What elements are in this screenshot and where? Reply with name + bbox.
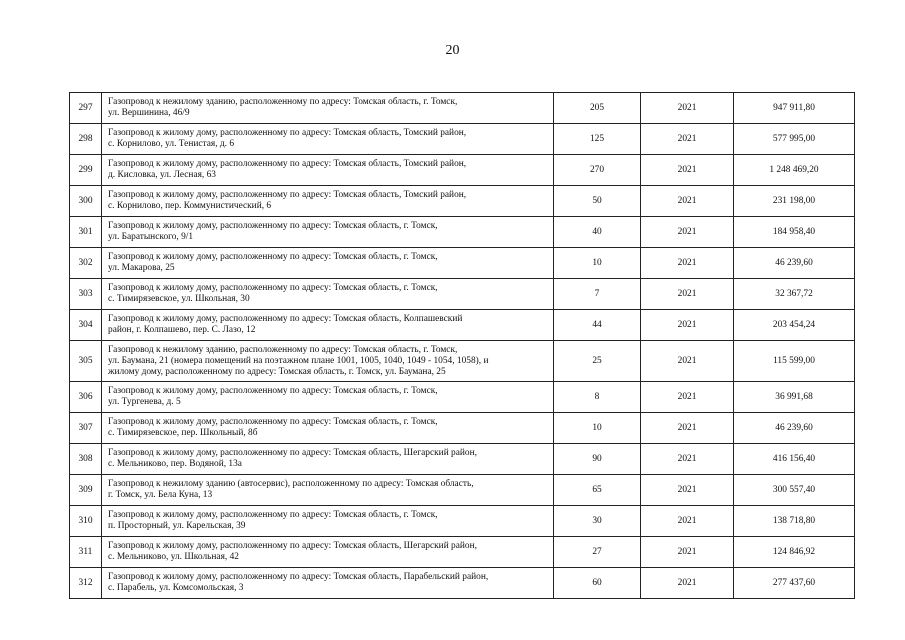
pipeline-length-cell: 270 (554, 155, 641, 186)
table-row (70, 310, 855, 341)
year-cell: 2021 (641, 537, 734, 568)
object-description-cell: Газопровод к жилому дому, расположенному по адресу: Томская область, г. Томск, с. Тимирязевское, ул. Школьная, 30 (102, 279, 554, 310)
cost-cell: 46 239,60 (734, 248, 855, 279)
object-description-cell: Газопровод к жилому дому, расположенному по адресу: Томская область, Шегарский район, с. Мельниково, пер. Водяной, 13а (102, 444, 554, 475)
table-row (70, 186, 855, 217)
pipeline-length-cell: 25 (554, 341, 641, 382)
row-number-cell: 303 (70, 279, 102, 310)
pipeline-length-cell: 60 (554, 568, 641, 599)
pipeline-length-cell: 205 (554, 93, 641, 124)
object-description-cell: Газопровод к жилому дому, расположенному по адресу: Томская область, Томский район, с. Корнилово, пер. Коммунистический, 6 (102, 186, 554, 217)
pipeline-length-cell: 10 (554, 413, 641, 444)
table-row (70, 279, 855, 310)
year-cell: 2021 (641, 279, 734, 310)
cost-cell: 46 239,60 (734, 413, 855, 444)
cost-cell: 1 248 469,20 (734, 155, 855, 186)
row-number-cell: 307 (70, 413, 102, 444)
year-cell: 2021 (641, 475, 734, 506)
year-cell: 2021 (641, 155, 734, 186)
table-row (70, 382, 855, 413)
year-cell: 2021 (641, 341, 734, 382)
cost-cell: 577 995,00 (734, 124, 855, 155)
object-description-cell: Газопровод к нежилому зданию, расположенному по адресу: Томская область, г. Томск, ул. Баумана, 21 (номера помещений на поэтажном плане 1001, 1005, 1040, 1049 - 1054, 1058), и жилому дому, расположенному по адресу: Томская область, г. Томск, ул. Баумана, 25 (102, 341, 554, 382)
table-row (70, 444, 855, 475)
table-body (70, 93, 855, 599)
cost-cell: 32 367,72 (734, 279, 855, 310)
year-cell: 2021 (641, 186, 734, 217)
row-number-cell: 300 (70, 186, 102, 217)
row-number-cell: 308 (70, 444, 102, 475)
year-cell: 2021 (641, 382, 734, 413)
cost-cell: 124 846,92 (734, 537, 855, 568)
pipeline-length-cell: 40 (554, 217, 641, 248)
row-number-cell: 304 (70, 310, 102, 341)
pipeline-length-cell: 30 (554, 506, 641, 537)
pipeline-length-cell: 50 (554, 186, 641, 217)
pipeline-length-cell: 7 (554, 279, 641, 310)
object-description-cell: Газопровод к жилому дому, расположенному по адресу: Томская область, г. Томск, ул. Баратынского, 9/1 (102, 217, 554, 248)
row-number-cell: 299 (70, 155, 102, 186)
cost-cell: 203 454,24 (734, 310, 855, 341)
table-row (70, 217, 855, 248)
cost-cell: 231 198,00 (734, 186, 855, 217)
row-number-cell: 301 (70, 217, 102, 248)
table-row (70, 537, 855, 568)
object-description-cell: Газопровод к жилому дому, расположенному по адресу: Томская область, Томский район, с. Корнилово, ул. Тенистая, д. 6 (102, 124, 554, 155)
cost-cell: 36 991,68 (734, 382, 855, 413)
cost-cell: 277 437,60 (734, 568, 855, 599)
year-cell: 2021 (641, 506, 734, 537)
table-row (70, 506, 855, 537)
row-number-cell: 297 (70, 93, 102, 124)
row-number-cell: 311 (70, 537, 102, 568)
pipeline-length-cell: 44 (554, 310, 641, 341)
object-description-cell: Газопровод к жилому дому, расположенному по адресу: Томская область, г. Томск, с. Тимирязевское, пер. Школьный, 8б (102, 413, 554, 444)
pipeline-length-cell: 90 (554, 444, 641, 475)
row-number-cell: 310 (70, 506, 102, 537)
year-cell: 2021 (641, 217, 734, 248)
object-description-cell: Газопровод к жилому дому, расположенному по адресу: Томская область, Шегарский район, с. Мельниково, ул. Школьная, 42 (102, 537, 554, 568)
cost-cell: 416 156,40 (734, 444, 855, 475)
cost-cell: 184 958,40 (734, 217, 855, 248)
object-description-cell: Газопровод к жилому дому, расположенному по адресу: Томская область, Томский район, д. Кисловка, ул. Лесная, 63 (102, 155, 554, 186)
pipeline-length-cell: 125 (554, 124, 641, 155)
table-row (70, 248, 855, 279)
year-cell: 2021 (641, 93, 734, 124)
object-description-cell: Газопровод к нежилому зданию, расположенному по адресу: Томская область, г. Томск, ул. Вершинина, 46/9 (102, 93, 554, 124)
pipeline-length-cell: 27 (554, 537, 641, 568)
object-description-cell: Газопровод к жилому дому, расположенному по адресу: Томская область, г. Томск, ул. Тургенева, д. 5 (102, 382, 554, 413)
gas-pipeline-table (69, 92, 855, 599)
row-number-cell: 298 (70, 124, 102, 155)
year-cell: 2021 (641, 310, 734, 341)
page-number: 20 (445, 43, 460, 58)
year-cell: 2021 (641, 248, 734, 279)
table-row (70, 413, 855, 444)
row-number-cell: 309 (70, 475, 102, 506)
object-description-cell: Газопровод к жилому дому, расположенному по адресу: Томская область, Колпашевский район, г. Колпашево, пер. С. Лазо, 12 (102, 310, 554, 341)
object-description-cell: Газопровод к нежилому зданию (автосервис), расположенному по адресу: Томская область, г. Томск, ул. Бела Куна, 13 (102, 475, 554, 506)
year-cell: 2021 (641, 444, 734, 475)
table-row (70, 124, 855, 155)
object-description-cell: Газопровод к жилому дому, расположенному по адресу: Томская область, г. Томск, п. Просторный, ул. Карельская, 39 (102, 506, 554, 537)
year-cell: 2021 (641, 413, 734, 444)
year-cell: 2021 (641, 124, 734, 155)
cost-cell: 115 599,00 (734, 341, 855, 382)
cost-cell: 300 557,40 (734, 475, 855, 506)
table-row (70, 93, 855, 124)
row-number-cell: 302 (70, 248, 102, 279)
cost-cell: 138 718,80 (734, 506, 855, 537)
table-row (70, 155, 855, 186)
row-number-cell: 312 (70, 568, 102, 599)
object-description-cell: Газопровод к жилому дому, расположенному по адресу: Томская область, г. Томск, ул. Макарова, 25 (102, 248, 554, 279)
row-number-cell: 306 (70, 382, 102, 413)
table-row (70, 475, 855, 506)
object-description-cell: Газопровод к жилому дому, расположенному по адресу: Томская область, Парабельский район, с. Парабель, ул. Комсомольская, 3 (102, 568, 554, 599)
cost-cell: 947 911,80 (734, 93, 855, 124)
row-number-cell: 305 (70, 341, 102, 382)
year-cell: 2021 (641, 568, 734, 599)
pipeline-length-cell: 8 (554, 382, 641, 413)
table-row (70, 568, 855, 599)
pipeline-length-cell: 10 (554, 248, 641, 279)
table-row (70, 341, 855, 382)
pipeline-length-cell: 65 (554, 475, 641, 506)
